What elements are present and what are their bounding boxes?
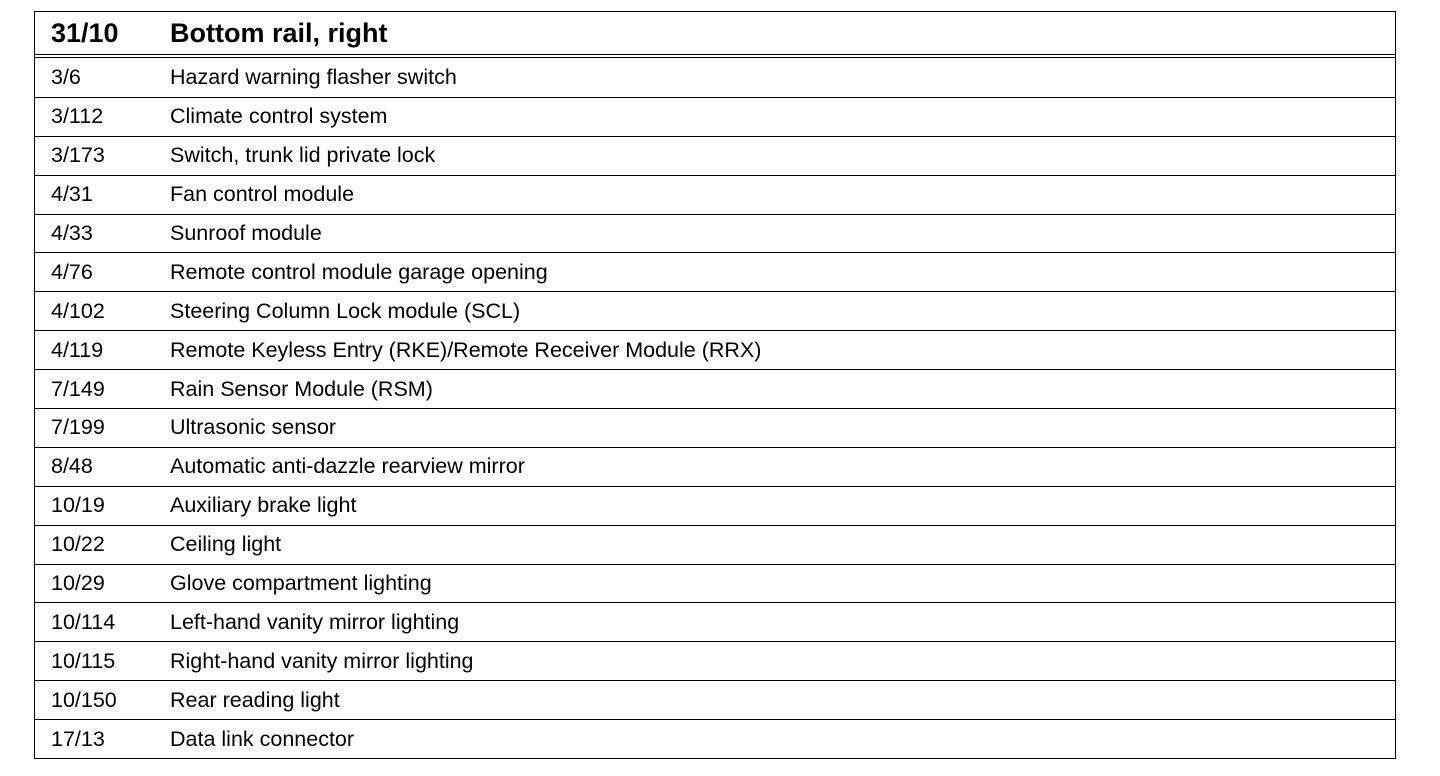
row-description: Fan control module (170, 182, 355, 207)
row-code: 10/19 (51, 493, 105, 518)
component-table (34, 11, 1396, 759)
row-code: 7/149 (51, 376, 105, 401)
table-row (35, 486, 1395, 525)
row-description: Rear reading light (170, 687, 340, 712)
row-description: Steering Column Lock module (SCL) (170, 298, 521, 323)
table-header (35, 12, 1395, 58)
row-code: 4/102 (51, 298, 105, 323)
row-description: Ceiling light (170, 532, 282, 557)
row-code: 10/22 (51, 532, 105, 557)
row-description: Hazard warning flasher switch (170, 64, 457, 89)
row-code: 4/119 (51, 337, 104, 362)
table-row (35, 136, 1395, 175)
row-description: Rain Sensor Module (RSM) (170, 376, 433, 401)
row-description: Remote Keyless Entry (RKE)/Remote Receiver Module (RRX) (170, 337, 762, 362)
row-description: Sunroof module (170, 221, 322, 245)
row-description: Climate control system (170, 104, 388, 129)
row-description: Ultrasonic sensor (170, 415, 337, 440)
table-row (35, 291, 1395, 330)
table-row (35, 408, 1395, 447)
row-code: 3/173 (51, 143, 105, 168)
row-description: Automatic anti-dazzle rearview mirror (170, 454, 525, 479)
table-row (35, 641, 1395, 680)
table-row (35, 214, 1395, 253)
row-code: 10/150 (51, 687, 117, 712)
table-row (35, 602, 1395, 641)
row-code: 10/114 (51, 609, 116, 634)
header-code: 31/10 (51, 17, 119, 48)
row-code: 8/48 (51, 454, 93, 479)
row-code: 3/6 (51, 64, 81, 89)
row-code: 3/112 (51, 104, 104, 129)
table-row (35, 564, 1395, 603)
table-row (35, 447, 1395, 486)
table-body (35, 58, 1395, 758)
row-description: Left-hand vanity mirror lighting (170, 609, 460, 634)
table-row (35, 680, 1395, 719)
row-code: 10/115 (51, 648, 116, 673)
table-row (35, 175, 1395, 214)
row-code: 7/199 (51, 415, 105, 440)
row-description: Auxiliary brake light (170, 493, 357, 518)
row-description: Remote control module garage opening (170, 259, 548, 284)
table-row (35, 97, 1395, 136)
table-row (35, 525, 1395, 564)
row-code: 4/76 (51, 259, 93, 284)
table-row (35, 58, 1395, 97)
row-code: 10/29 (51, 571, 105, 596)
row-description: Glove compartment lighting (170, 571, 432, 596)
table-row (35, 330, 1395, 369)
row-description: Switch, trunk lid private lock (170, 143, 436, 168)
row-code: 17/13 (51, 726, 105, 751)
table-row (35, 369, 1395, 408)
table-row (35, 252, 1395, 291)
row-description: Right-hand vanity mirror lighting (170, 648, 474, 673)
row-code: 4/33 (51, 221, 93, 245)
row-description: Data link connector (170, 726, 355, 751)
header-title: Bottom rail, right (170, 17, 388, 48)
row-code: 4/31 (51, 182, 93, 207)
table-row (35, 719, 1395, 758)
